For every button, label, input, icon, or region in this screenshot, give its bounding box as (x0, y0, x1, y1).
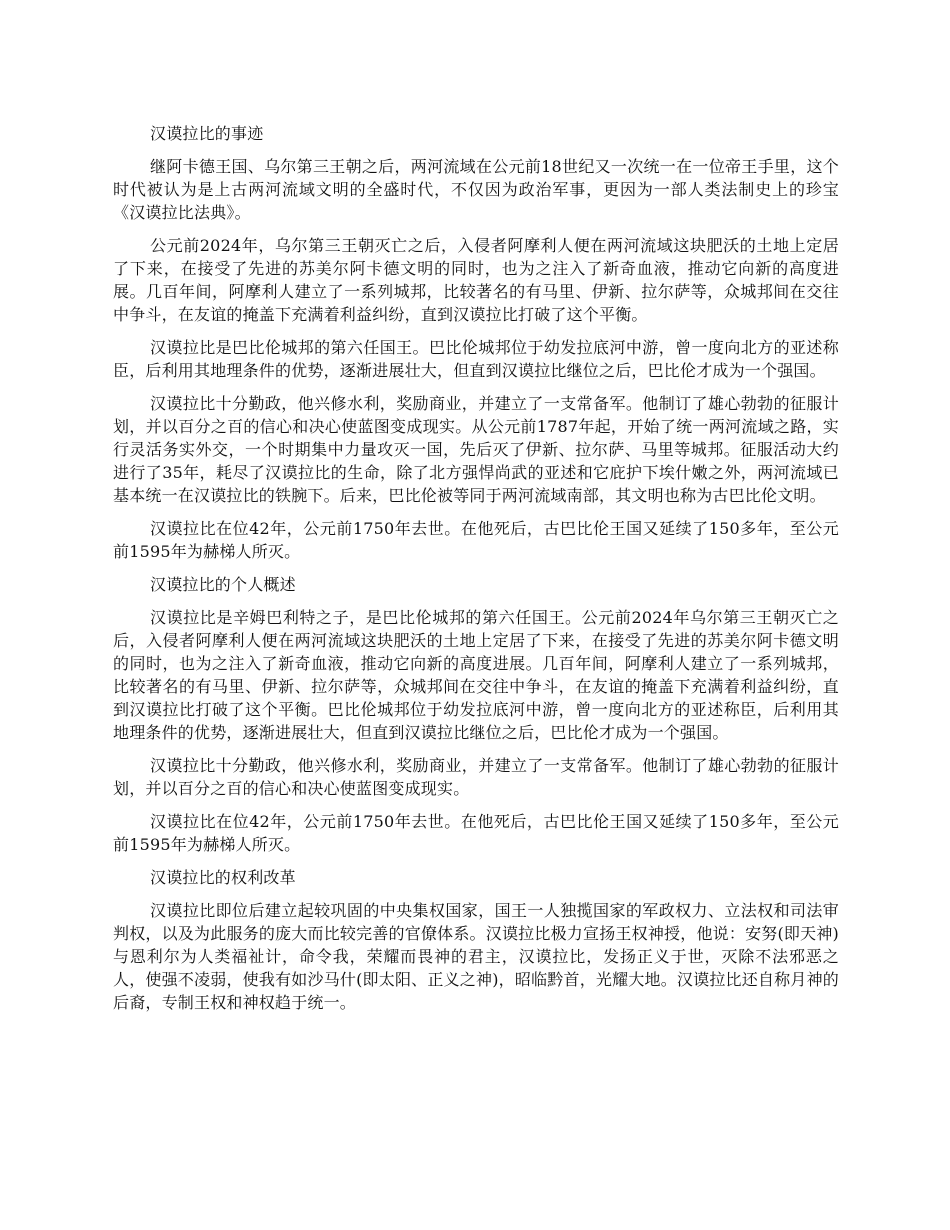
section-heading-reform: 汉谟拉比的权利改革 (150, 868, 296, 887)
paragraph: 汉谟拉比在位42年，公元前1750年去世。在他死后，古巴比伦王国又延续了150多年，至公元前1595年为赫梯人所灭。 (113, 519, 839, 561)
paragraph: 公元前2024年，乌尔第三王朝灭亡之后，入侵者阿摩利人便在两河流域这块肥沃的土地上定居了下来，在接受了先进的苏美尔阿卡德文明的同时，也为之注入了新奇血液，推动它向新的高度进展。几百年间，阿摩利人建立了一系列城邦，比较著名的有马里、伊新、拉尔萨等，众城邦间在交往中争斗，在友谊的掩盖下充满着利益纠纷，直到汉谟拉比打破了这个平衡。 (113, 236, 839, 324)
paragraph: 汉谟拉比十分勤政，他兴修水利，奖励商业，并建立了一支常备军。他制订了雄心勃勃的征服计划，并以百分之百的信心和决心使蓝图变成现实。从公元前1787年起，开始了统一两河流域之路，实行灵活务实外交，一个时期集中力量攻灭一国，先后灭了伊新、拉尔萨、马里等城邦。征服活动大约进行了35年，耗尽了汉谟拉比的生命，除了北方强悍尚武的亚述和它庇护下埃什嫩之外，两河流域已基本统一在汉谟拉比的铁腕下。后来，巴比伦被等同于两河流域南部，其文明也称为古巴比伦文明。 (113, 394, 839, 505)
section-heading-deeds: 汉谟拉比的事迹 (150, 124, 264, 143)
paragraph: 汉谟拉比十分勤政，他兴修水利，奖励商业，并建立了一支常备军。他制订了雄心勃勃的征服计划，并以百分之百的信心和决心使蓝图变成现实。 (113, 756, 839, 798)
paragraph: 汉谟拉比是辛姆巴利特之子，是巴比伦城邦的第六任国王。公元前2024年乌尔第三王朝灭亡之后，入侵者阿摩利人便在两河流域这块肥沃的土地上定居了下来，在接受了先进的苏美尔阿卡德文明的同时，也为之注入了新奇血液，推动它向新的高度进展。几百年间，阿摩利人建立了一系列城邦，比较著名的有马里、伊新、拉尔萨等，众城邦间在交往中争斗，在友谊的掩盖下充满着利益纠纷，直到汉谟拉比打破了这个平衡。巴比伦城邦位于幼发拉底河中游，曾一度向北方的亚述称臣，后利用其地理条件的优势，逐渐进展壮大，但直到汉谟拉比继位之后，巴比伦才成为一个强国。 (113, 608, 839, 742)
section-heading-overview: 汉谟拉比的个人概述 (150, 575, 296, 594)
paragraph: 汉谟拉比即位后建立起较巩固的中央集权国家，国王一人独揽国家的军政权力、立法权和司法审判权，以及为此服务的庞大而比较完善的官僚体系。汉谟拉比极力宣扬王权神授，他说：安努(即天神)与恩利尔为人类福祉计，命令我，荣耀而畏神的君主，汉谟拉比，发扬正义于世，灭除不法邪恶之人，使强不凌弱，使我有如沙马什(即太阳、正义之神)，昭临黔首，光耀大地。汉谟拉比还自称月神的后裔，专制王权和神权趋于统一。 (113, 901, 839, 1012)
document-body (113, 122, 839, 1024)
paragraph: 汉谟拉比在位42年，公元前1750年去世。在他死后，古巴比伦王国又延续了150多年，至公元前1595年为赫梯人所灭。 (113, 812, 839, 854)
paragraph: 汉谟拉比是巴比伦城邦的第六任国王。巴比伦城邦位于幼发拉底河中游，曾一度向北方的亚述称臣，后利用其地理条件的优势，逐渐进展壮大，但直到汉谟拉比继位之后，巴比伦才成为一个强国。 (113, 338, 839, 380)
paragraph: 继阿卡德王国、乌尔第三王朝之后，两河流域在公元前18世纪又一次统一在一位帝王手里，这个时代被认为是上古两河流域文明的全盛时代，不仅因为政治军事，更因为一部人类法制史上的珍宝《汉谟拉比法典》。 (113, 157, 839, 222)
